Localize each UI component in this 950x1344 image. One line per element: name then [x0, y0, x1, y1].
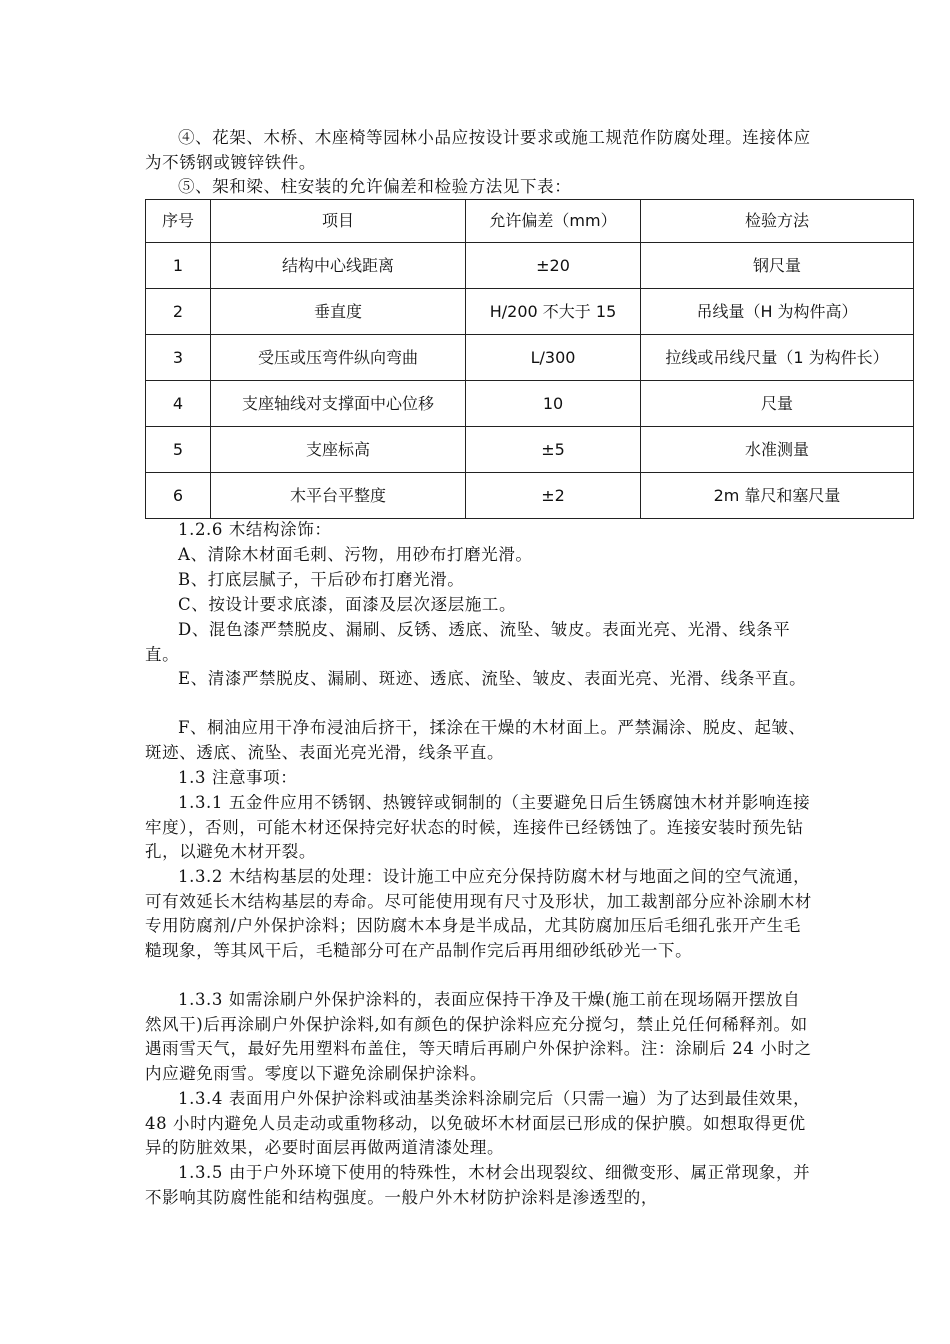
table-cell: 10 [466, 381, 641, 427]
table-cell: 吊线量（H 为构件高） [641, 289, 914, 335]
table-cell: 尺量 [641, 381, 914, 427]
paragraph-note-1-3-5: 1.3.5 由于户外环境下使用的特殊性，木材会出现裂纹、细微变形、属正常现象，并不影响其防腐性能和结构强度。一般户外木材防护涂料是渗透型的， [145, 1163, 811, 1207]
paragraph-step-d: D、混色漆严禁脱皮、漏刷、反锈、透底、流坠、皱皮。表面光亮、光滑、线条平直。 [145, 620, 791, 664]
paragraph-note-1-3-2: 1.3.2 木结构基层的处理：设计施工中应充分保持防腐木材与地面之间的空气流通，可有效延长木结构基层的寿命。尽可能使用现有尺寸及形状，加工裁割部分应补涂刷木材专用防腐剂/户外保护涂料；因防腐木本身是半成品，尤其防腐加压后毛细孔张开产生毛糙现象，等其风干后，毛糙部分可在产品制作完后再用细砂纸砂光一下。 [145, 867, 812, 960]
table-cell: ±5 [466, 427, 641, 473]
table-cell: 垂直度 [211, 289, 466, 335]
table-cell: L/300 [466, 335, 641, 381]
table-cell: 2m 靠尺和塞尺量 [641, 473, 914, 519]
table-cell: 5 [146, 427, 211, 473]
table-cell: H/200 不大于 15 [466, 289, 641, 335]
paragraph-note-1-3-1: 1.3.1 五金件应用不锈钢、热镀锌或铜制的（主要避免日后生锈腐蚀木材并影响连接牢度），否则，可能木材还保持完好状态的时候，连接件已经锈蚀了。连接安装时预先钻孔，以避免木材开裂。 [145, 793, 811, 861]
table-cell: ±20 [466, 243, 641, 289]
table-cell: 钢尺量 [641, 243, 914, 289]
table-cell: 结构中心线距离 [211, 243, 466, 289]
table-cell: 1 [146, 243, 211, 289]
header-cell-item: 项目 [211, 200, 466, 243]
table-cell: 支座轴线对支撑面中心位移 [211, 381, 466, 427]
table-cell: 受压或压弯件纵向弯曲 [211, 335, 466, 381]
paragraph-step-e: E、清漆严禁脱皮、漏刷、斑迹、透底、流坠、皱皮、表面光亮、光滑、线条平直。 [178, 669, 807, 688]
table-row [146, 473, 914, 519]
table-cell: 支座标高 [211, 427, 466, 473]
paragraph-table-intro: ⑤、架和梁、柱安装的允许偏差和检验方法见下表： [178, 177, 572, 196]
section-heading-coating: 1.2.6 木结构涂饰： [178, 520, 332, 539]
paragraph-step-c: C、按设计要求底漆，面漆及层次逐层施工。 [178, 595, 517, 614]
table-row [146, 335, 914, 381]
paragraph-landscape-furniture: ④、花架、木桥、木座椅等园林小品应按设计要求或施工规范作防腐处理。连接体应为不锈钢或镀锌铁件。 [145, 128, 811, 172]
table-cell: 3 [146, 335, 211, 381]
table-cell: ±2 [466, 473, 641, 519]
paragraph-step-b: B、打底层腻子，干后砂布打磨光滑。 [178, 570, 465, 589]
paragraph-note-1-3-3: 1.3.3 如需涂刷户外保护涂料的，表面应保持干净及干燥(施工前在现场隔开摆放自然风干)后再涂刷户外保护涂料,如有颜色的保护涂料应充分搅匀，禁止兑任何稀释剂。如遇雨雪天气，最好先用塑料布盖住，等天晴后再刷户外保护涂料。注：涂刷后 24 小时之内应避免雨雪。零度以下避免涂刷保护涂料。 [145, 990, 812, 1083]
table-cell: 木平台平整度 [211, 473, 466, 519]
table-cell: 水准测量 [641, 427, 914, 473]
table-row [146, 243, 914, 289]
table-row [146, 289, 914, 335]
header-cell-tolerance: 允许偏差（mm） [466, 200, 641, 243]
section-heading-notes: 1.3 注意事项： [178, 768, 298, 787]
table-row [146, 381, 914, 427]
table-cell: 拉线或吊线尺量（1 为构件长） [641, 335, 914, 381]
paragraph-step-f: F、桐油应用干净布浸油后挤干，揉涂在干燥的木材面上。严禁漏涂、脱皮、起皱、斑迹、透底、流坠、表面光亮光滑，线条平直。 [145, 718, 806, 762]
table-header-row [146, 200, 914, 243]
table-cell: 4 [146, 381, 211, 427]
header-cell-method: 检验方法 [641, 200, 914, 243]
paragraph-step-a: A、清除木材面毛刺、污物，用砂布打磨光滑。 [178, 545, 533, 564]
paragraph-note-1-3-4: 1.3.4 表面用户外保护涂料或油基类涂料涂刷完后（只需一遍）为了达到最佳效果，48 小时内避免人员走动或重物移动，以免破坏木材面层已形成的保护膜。如想取得更优异的防脏效果，必要时面层再做两道清漆处理。 [145, 1089, 811, 1157]
table-cell: 2 [146, 289, 211, 335]
header-cell-index: 序号 [146, 200, 211, 243]
table-cell: 6 [146, 473, 211, 519]
table-row [146, 427, 914, 473]
tolerance-table [145, 199, 914, 519]
